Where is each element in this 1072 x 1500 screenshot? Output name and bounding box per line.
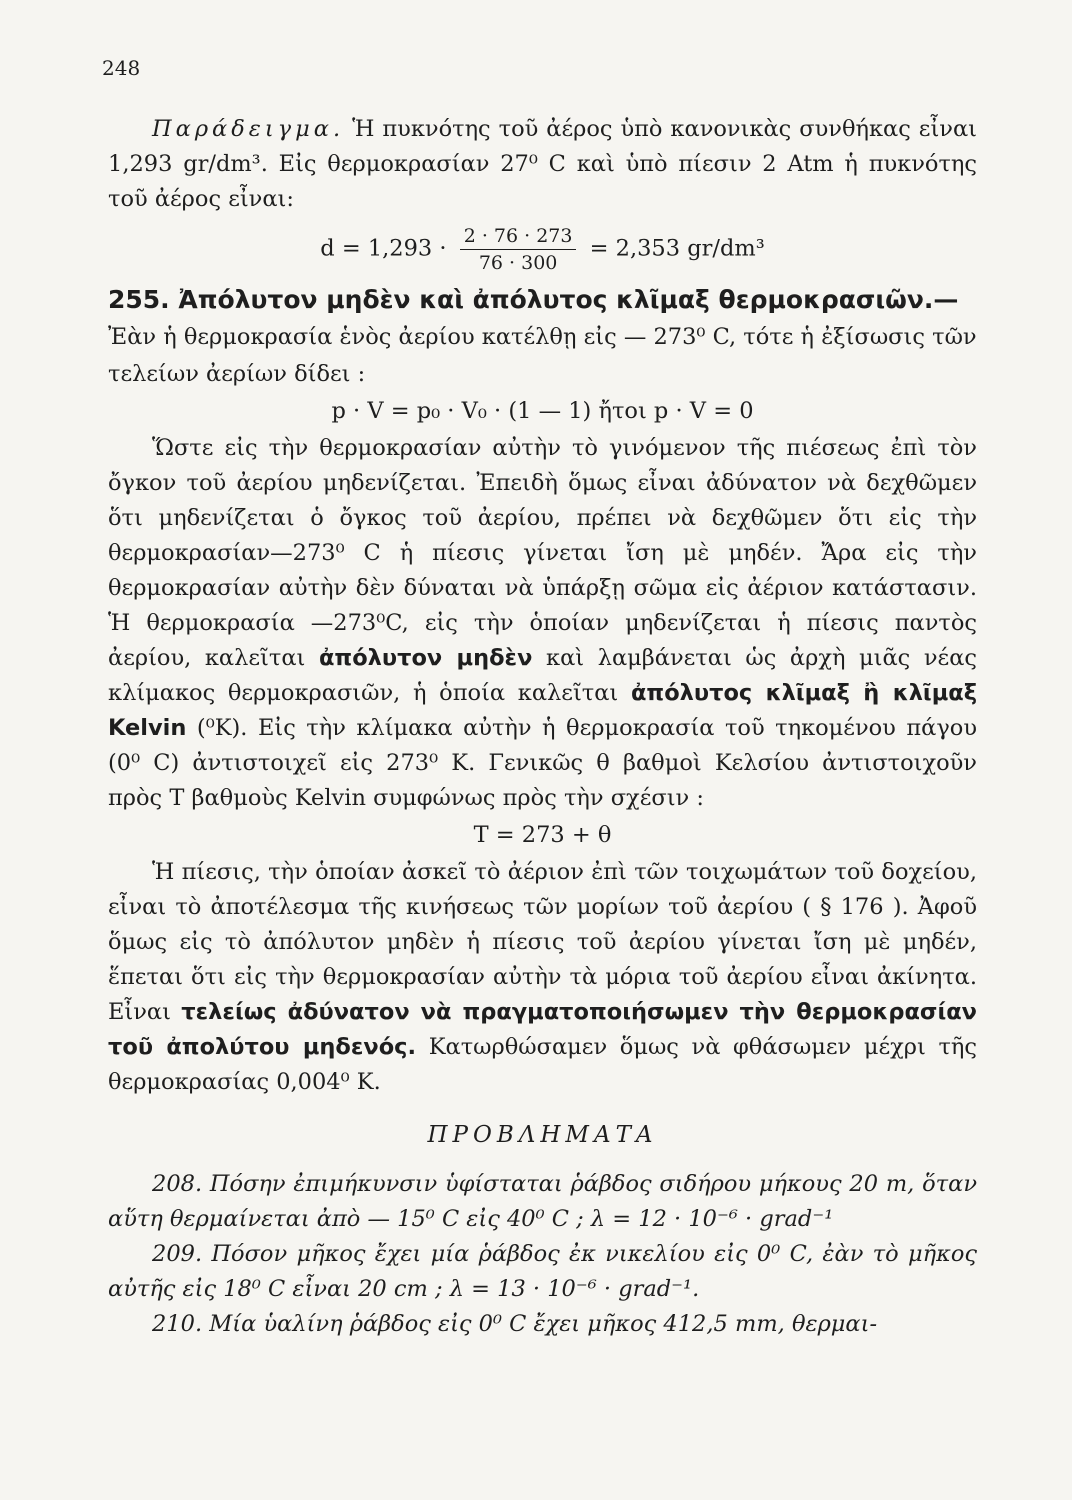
section-intro: Ἐὰν ἡ θερμοκρασία ἑνὸς ἀερίου κατέλθῃ εἰς — 273⁰ C, τότε ἡ ἐξίσωσις τῶν τελείων ἀερίων δίδει : (108, 324, 977, 387)
problem-208: 208. Πόσην ἐπιμήκυνσιν ὑφίσταται ῥάβδος σιδήρου μήκους 20 m, ὅταν αὕτη θερμαίνεται ἀπὸ — 15⁰ C εἰς 40⁰ C ; λ = 12 · 10⁻⁶ · grad⁻¹ (108, 1171, 977, 1232)
pressure-paragraph (108, 855, 977, 1100)
bold-impossible: τελείως ἀδύνατον νὰ πραγματοποιήσωμεν τὴν θερμοκρασίαν τοῦ ἀπολύτου μηδενός. (108, 999, 977, 1060)
para2-text-b: Κατωρθώσαμεν ὅμως νὰ φθάσωμεν μέχρι τῆς θερμοκρασίας 0,004⁰ K. (108, 1034, 977, 1095)
absolute-zero-paragraph (108, 431, 977, 816)
para1-text-c: (⁰K). Εἰς τὴν κλίμακα αὐτὴν ἡ θερμοκρασία τοῦ τηκομένου πάγου (0⁰ C) ἀντιστοιχεῖ εἰς 273⁰ K. Γενικῶς θ βαθμοὶ Κελσίου ἀντιστοιχοῦν πρὸς T βαθμοὺς Kelvin συμφώνως πρὸς τὴν σχέσιν : (108, 715, 977, 811)
para2-text-a: Ἡ πίεσις, τὴν ὁποίαν ἀσκεῖ τὸ ἀέριον ἐπὶ τῶν τοιχωμάτων τοῦ δοχείου, εἶναι τὸ ἀποτέλεσμα τῆς κινήσεως τῶν μορίων τοῦ ἀερίου ( § 176 ). Ἀφοῦ ὅμως εἰς τὸ ἀπόλυτον μηδὲν ἡ πίεσις τοῦ ἀερίου γίνεται ἴση μὲ μηδέν, ἕπεται ὅτι εἰς τὴν θερμοκρασίαν αὐτὴν τὰ μόρια τοῦ ἀερίου εἶναι ἀκίνητα. Εἶναι (108, 859, 977, 1025)
section-title: Ἀπόλυτον μηδὲν καὶ ἀπόλυτος κλῖμαξ θερμοκρασιῶν.— (178, 285, 959, 314)
formula-fraction (460, 223, 577, 276)
example-text: Ἡ πυκνότης τοῦ ἀέρος ὑπὸ κανονικὰς συνθήκας εἶναι 1,293 gr/dm³. Εἰς θερμοκρασίαν 27⁰ C καὶ ὑπὸ πίεσιν 2 Atm ἡ πυκνότης τοῦ ἀέρος εἶναι: (108, 116, 977, 212)
example-label: Παράδειγμα. (152, 116, 345, 142)
para1-text-b: καὶ λαμβάνεται ὡς ἀρχὴ μιᾶς νέας κλίμακος θερμοκρασιῶν, ἡ ὁποία καλεῖται (108, 645, 978, 706)
page-number: 248 (102, 56, 141, 80)
problem-210: 210. Μία ὑαλίνη ῥάβδος εἰς 0⁰ C ἔχει μῆκος 412,5 mm, θερμαι- (152, 1311, 878, 1337)
bold-kelvin-scale: ἀπόλυτος κλῖμαξ ἢ κλῖμαξ Kelvin (108, 680, 978, 741)
example-formula (108, 223, 977, 276)
formula-denominator: 76 · 300 (478, 252, 558, 274)
equation-kelvin: T = 273 + θ (473, 822, 612, 848)
bold-absolute-zero: ἀπόλυτον μηδὲν (318, 645, 533, 671)
section-heading (108, 282, 977, 392)
formula-numerator: 2 · 76 · 273 (460, 223, 577, 250)
page-content (108, 112, 977, 1342)
section-number: 255. (108, 285, 170, 314)
example-paragraph (108, 112, 977, 217)
problem-209: 209. Πόσον μῆκος ἔχει μία ῥάβδος ἐκ νικελίου εἰς 0⁰ C, ἐὰν τὸ μῆκος αὐτῆς εἰς 18⁰ C εἶναι 20 cm ; λ = 13 · 10⁻⁶ · grad⁻¹. (108, 1241, 977, 1302)
para1-text-a: Ὥστε εἰς τὴν θερμοκρασίαν αὐτὴν τὸ γινόμενον τῆς πιέσεως ἐπὶ τὸν ὄγκον τοῦ ἀερίου μηδενίζεται. Ἐπειδὴ ὅμως εἶναι ἀδύνατον νὰ δεχθῶμεν ὅτι μηδενίζεται ὁ ὄγκος τοῦ ἀερίου, πρέπει νὰ δεχθῶμεν ὅτι εἰς τὴν θερμοκρασίαν—273⁰ C ἡ πίεσις γίνεται ἴση μὲ μηδέν. Ἄρα εἰς τὴν θερμοκρασίαν αὐτὴν δὲν δύναται νὰ ὑπάρξῃ σῶμα εἰς ἀέριον κατάστασιν. Ἡ θερμοκρασία —273⁰C, εἰς τὴν ὁποίαν μηδενίζεται ἡ πίεσις παντὸς ἀερίου, καλεῖται (108, 435, 977, 671)
equation-gas: p · V = p₀ · V₀ · (1 — 1) ἤτοι p · V = 0 (331, 398, 754, 424)
formula-right: = 2,353 gr/dm³ (589, 235, 765, 262)
problems-title: ΠΡΟΒΛΗΜΑΤΑ (427, 1122, 658, 1148)
formula-left: d = 1,293 · (320, 235, 447, 262)
